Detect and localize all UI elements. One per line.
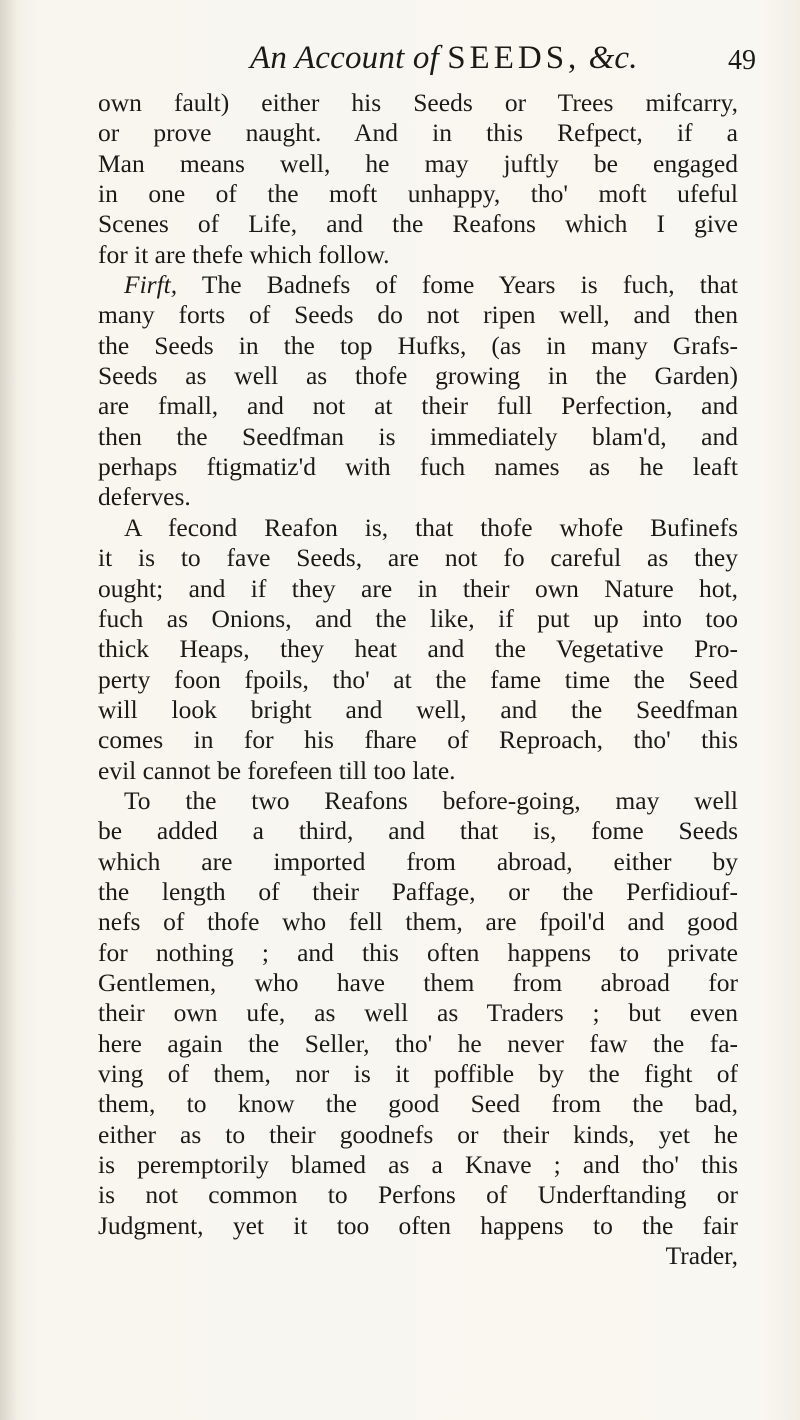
running-head-title: An Account of [250, 40, 439, 76]
text-line: To the two Reafons before-going, may well [124, 785, 738, 815]
text-line: or prove naught. And in this Refpect, if a [98, 118, 738, 148]
text-line: deferves. [98, 482, 191, 512]
text-line: perhaps ftigmatiz'd with fuch names as he leaft [98, 452, 738, 482]
text-line: their own ufe, as well as Traders ; but even [98, 998, 738, 1028]
text-line: are fmall, and not at their full Perfection, and [98, 391, 738, 421]
text-line: Man means well, he may juftly be engaged [98, 148, 738, 178]
text-line: own fault) either his Seeds or Trees mifcarry, [98, 88, 738, 117]
text-line: many forts of Seeds do not ripen well, and then [98, 300, 738, 330]
text-line: Gentlemen, who have them from abroad for [98, 967, 738, 997]
text-line: here again the Seller, tho' he never faw the fa- [98, 1028, 738, 1058]
text-line: either as to their goodnefs or their kinds, yet he [98, 1119, 738, 1149]
text-line: which are imported from abroad, either by [98, 846, 738, 876]
text-line: ving of them, nor is it poffible by the fight of [98, 1059, 738, 1088]
text-line: comes in for his fhare of Reproach, tho' this [98, 725, 738, 755]
text-line: nefs of thofe who fell them, are fpoil'd and good [98, 907, 738, 937]
italic-first: Firft, [124, 270, 178, 300]
text-line: evil cannot be forefeen till too late. [98, 755, 456, 785]
text-line: is not common to Perfons of Underftanding or [98, 1180, 738, 1210]
text-line: ought; and if they are in their own Nature hot, [98, 573, 738, 603]
spine-shadow [0, 0, 18, 1420]
page-number: 49 [728, 45, 756, 76]
text-line: be added a third, and that is, fome Seeds [98, 816, 738, 846]
running-head-seeds: SEEDS, [447, 40, 581, 76]
text-line: Scenes of Life, and the Reafons which I give [98, 209, 738, 239]
text-line: A fecond Reafon is, that thofe whofe Bufinefs [124, 512, 738, 542]
text-line: the Seeds in the top Hufks, (as in many Grafs- [98, 330, 738, 360]
catchword: Trader, [665, 1241, 738, 1271]
text-line: perty foon fpoils, tho' at the fame time the Seed [98, 664, 738, 694]
text-line-rest: The Badnefs of fome Years is fuch, that [201, 270, 738, 300]
text-line-first-reason [98, 270, 738, 300]
text-line: fuch as Onions, and the like, if put up into too [98, 603, 738, 633]
running-head [250, 38, 730, 78]
text-line: Seeds as well as thofe growing in the Garden) [98, 361, 738, 391]
text-line: in one of the moft unhappy, tho' moft ufeful [98, 179, 738, 209]
text-line: Judgment, yet it too often happens to the fair [98, 1210, 738, 1240]
running-head-etc: &c. [588, 40, 638, 76]
text-line: the length of their Paffage, or the Perfidiouf- [98, 876, 738, 906]
body-text [98, 88, 738, 1271]
text-line: it is to fave Seeds, are not fo careful as they [98, 543, 738, 573]
text-line: then the Seedfman is immediately blam'd, and [98, 421, 738, 451]
text-line: for it are thefe which follow. [98, 239, 390, 269]
text-line: them, to know the good Seed from the bad, [98, 1089, 738, 1119]
text-line: is peremptorily blamed as a Knave ; and tho' this [98, 1150, 738, 1180]
text-line: thick Heaps, they heat and the Vegetative Pro- [98, 634, 738, 664]
text-line: will look bright and well, and the Seedfman [98, 694, 738, 724]
text-line: for nothing ; and this often happens to private [98, 937, 738, 967]
